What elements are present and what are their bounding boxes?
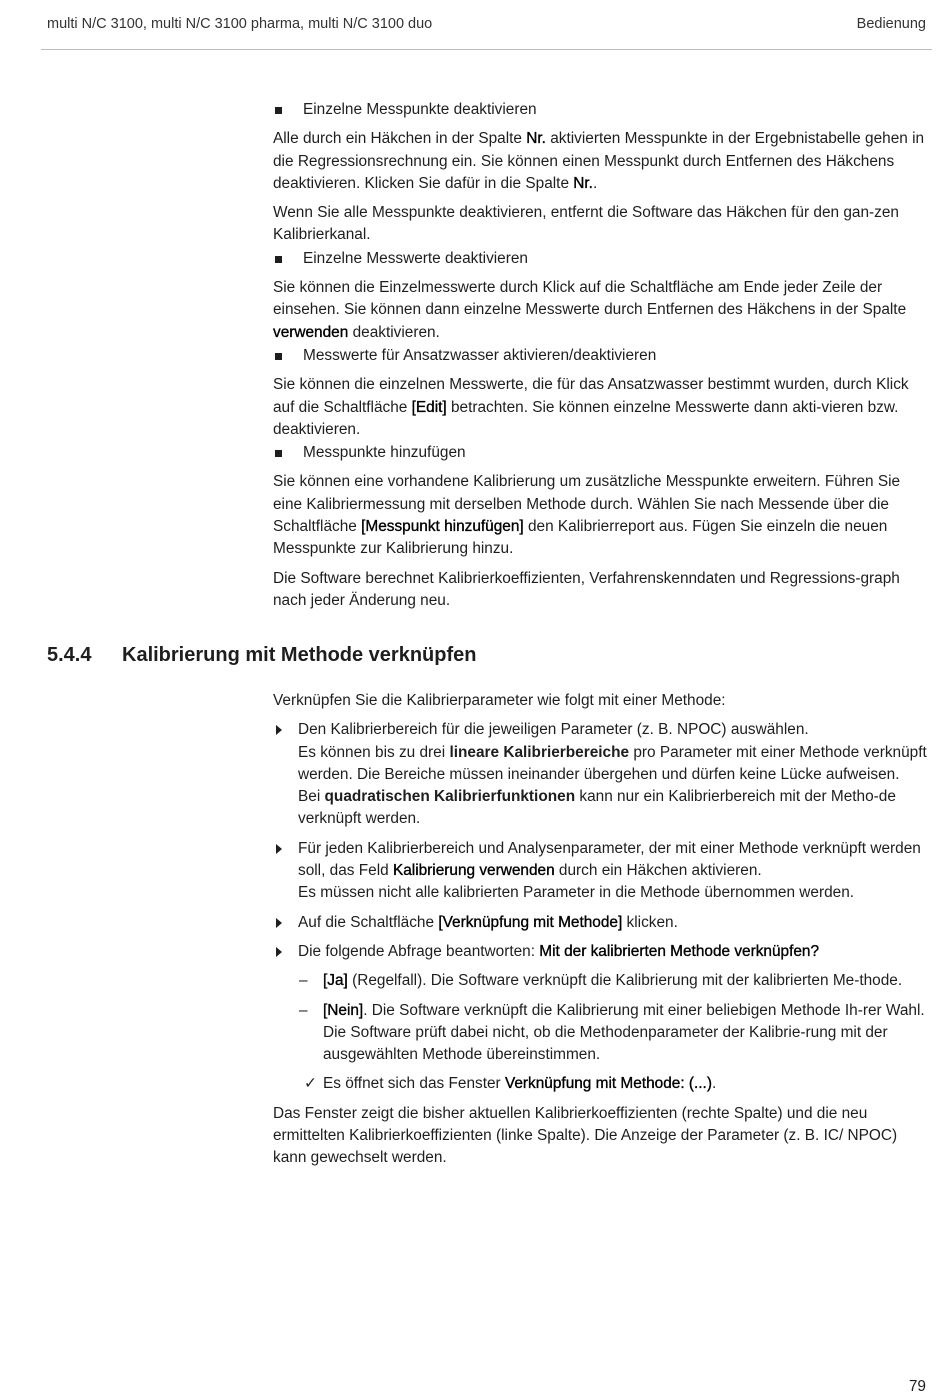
ui-term: verwenden bbox=[273, 323, 349, 341]
ui-term: [Verknüpfung mit Methode] bbox=[438, 913, 623, 931]
checkmark-icon: ✓ bbox=[304, 1075, 317, 1093]
paragraph: Alle durch ein Häkchen in der Spalte Nr. aktivierten Messpunkte in der Ergebnistabelle gehen in die Regressionsrechnung ein. Sie können einen Messpunkt durch Entfernen des Häkchens deaktivieren. Klicken Sie dafür in die Spalte Nr.. bbox=[273, 130, 925, 192]
dash-bullet-icon: – bbox=[299, 972, 308, 990]
emphasis: quadratischen Kalibrierfunktionen bbox=[324, 788, 576, 806]
body-block-2 bbox=[273, 690, 927, 1177]
ui-term: Nr. bbox=[573, 174, 593, 192]
section-heading bbox=[47, 644, 476, 667]
paragraph: Sie können die einzelnen Messwerte, die für das Ansatzwasser bestimmt wurden, durch Klick auf die Schaltfläche [Edit] betrachten. Sie können einzelne Messwerte dann akti-vieren bzw. deaktivieren. bbox=[273, 376, 909, 438]
option-item: – [Ja] (Regelfall). Die Software verknüpft die Kalibrierung mit der kalibrierten Me-thode. bbox=[273, 970, 927, 992]
header-divider bbox=[41, 49, 932, 50]
result-item: ✓ Es öffnet sich das Fenster Verknüpfung mit Methode: (...). bbox=[273, 1073, 927, 1095]
paragraph: Das Fenster zeigt die bisher aktuellen Kalibrierkoeffizienten (rechte Spalte) und die neu ermittelten Kalibrierkoeffizienten (linke Spalte). Die Anzeige der Parameter (z. B. IC/ NPOC) kann gewechselt werden. bbox=[273, 1104, 898, 1167]
ui-term: [Ja] bbox=[323, 972, 348, 990]
running-header-title: multi N/C 3100, multi N/C 3100 pharma, multi N/C 3100 duo bbox=[47, 16, 433, 32]
square-bullet-icon bbox=[275, 107, 282, 114]
paragraph: Sie können eine vorhandene Kalibrierung um zusätzliche Messpunkte erweitern. Führen Sie eine Kalibriermessung mit derselben Methode durch. Wählen Sie nach Messende über die Schaltfläche [Messpunkt hinzufügen] den Kalibrierreport aus. Fügen Sie einzeln die neuen Messpunkte zur Kalibrierung hinzu. bbox=[273, 473, 901, 558]
list-item bbox=[273, 345, 927, 367]
square-bullet-icon bbox=[275, 256, 282, 263]
ui-term: Nr. bbox=[526, 130, 546, 148]
paragraph: Sie können die Einzelmesswerte durch Klick auf die Schaltfläche am Ende jeder Zeile der einsehen. Sie können dann einzelne Messwerte durch Entfernen des Häkchens in der Spalte verwenden deaktivieren. bbox=[273, 279, 907, 341]
instruction-step: Auf die Schaltfläche [Verknüpfung mit Methode] klicken. bbox=[273, 912, 927, 934]
instruction-step: Für jeden Kalibrierbereich und Analysenparameter, der mit einer Methode verknüpft werden soll, das Feld Kalibrierung verwenden durch ein Häkchen aktivieren. Es müssen nicht alle kalibrierten Parameter in die Methode übernommen werden. bbox=[273, 838, 927, 905]
ui-term: [Messpunkt hinzufügen] bbox=[361, 518, 524, 536]
paragraph: Verknüpfen Sie die Kalibrierparameter wie folgt mit einer Methode: bbox=[273, 692, 726, 709]
option-item: – [Nein]. Die Software verknüpft die Kalibrierung mit einer beliebigen Methode Ih-rer Wahl. Die Software prüft dabei nicht, ob die Methodenparameter der Kalibrie-rung mit der ausgewählten Methode übereinstimmen. bbox=[299, 1001, 925, 1064]
list-item-label: Einzelne Messpunkte deaktivieren bbox=[303, 101, 537, 118]
emphasis: lineare Kalibrierbereiche bbox=[449, 743, 630, 761]
list-item-label: Messpunkte hinzufügen bbox=[303, 444, 466, 462]
page-number: 79 bbox=[908, 1378, 926, 1395]
list-item-label: Messwerte für Ansatzwasser aktivieren/deaktivieren bbox=[303, 346, 657, 364]
instruction-step: Die folgende Abfrage beantworten: Mit der kalibrierten Methode verknüpfen? bbox=[273, 941, 927, 963]
list-item bbox=[273, 248, 927, 270]
arrow-right-icon bbox=[276, 725, 282, 735]
running-header-chapter: Bedienung bbox=[856, 16, 926, 32]
square-bullet-icon bbox=[275, 353, 282, 360]
ui-term: [Nein] bbox=[323, 1001, 364, 1019]
ui-term: [Edit] bbox=[411, 398, 447, 416]
arrow-right-icon bbox=[276, 918, 282, 928]
arrow-right-icon bbox=[276, 947, 282, 957]
paragraph: Wenn Sie alle Messpunkte deaktivieren, entfernt die Software das Häkchen für den gan-zen Kalibrierkanal. bbox=[273, 204, 899, 244]
ui-term: Verknüpfung mit Methode: (...) bbox=[504, 1075, 712, 1093]
list-item bbox=[273, 99, 927, 121]
section-number: 5.4.4 bbox=[47, 644, 92, 666]
body-block-1 bbox=[273, 99, 927, 619]
arrow-right-icon bbox=[276, 844, 282, 854]
square-bullet-icon bbox=[275, 450, 282, 457]
ui-term: Mit der kalibrierten Methode verknüpfen? bbox=[539, 942, 820, 960]
list-item bbox=[273, 442, 927, 464]
paragraph: Die Software berechnet Kalibrierkoeffizienten, Verfahrenskenndaten und Regressions-graph nach jeder Änderung neu. bbox=[273, 569, 900, 609]
dash-bullet-icon: – bbox=[299, 1001, 308, 1019]
instruction-step: Den Kalibrierbereich für die jeweiligen Parameter (z. B. NPOC) auswählen. Es können bis zu drei lineare Kalibrierbereiche pro Parameter mit einer Methode verknüpft werden. Die Bereiche müssen ineinander übergehen und dürfen keine Lücke aufweisen. Bei quadratischen Kalibrierfunktionen kann nur ein Kalibrierbereich mit der Metho-de verknüpft werden. bbox=[273, 719, 927, 830]
section-title: Kalibrierung mit Methode verknüpfen bbox=[122, 644, 477, 666]
list-item-label: Einzelne Messwerte deaktivieren bbox=[303, 249, 528, 267]
ui-term: Kalibrierung verwenden bbox=[392, 862, 555, 880]
